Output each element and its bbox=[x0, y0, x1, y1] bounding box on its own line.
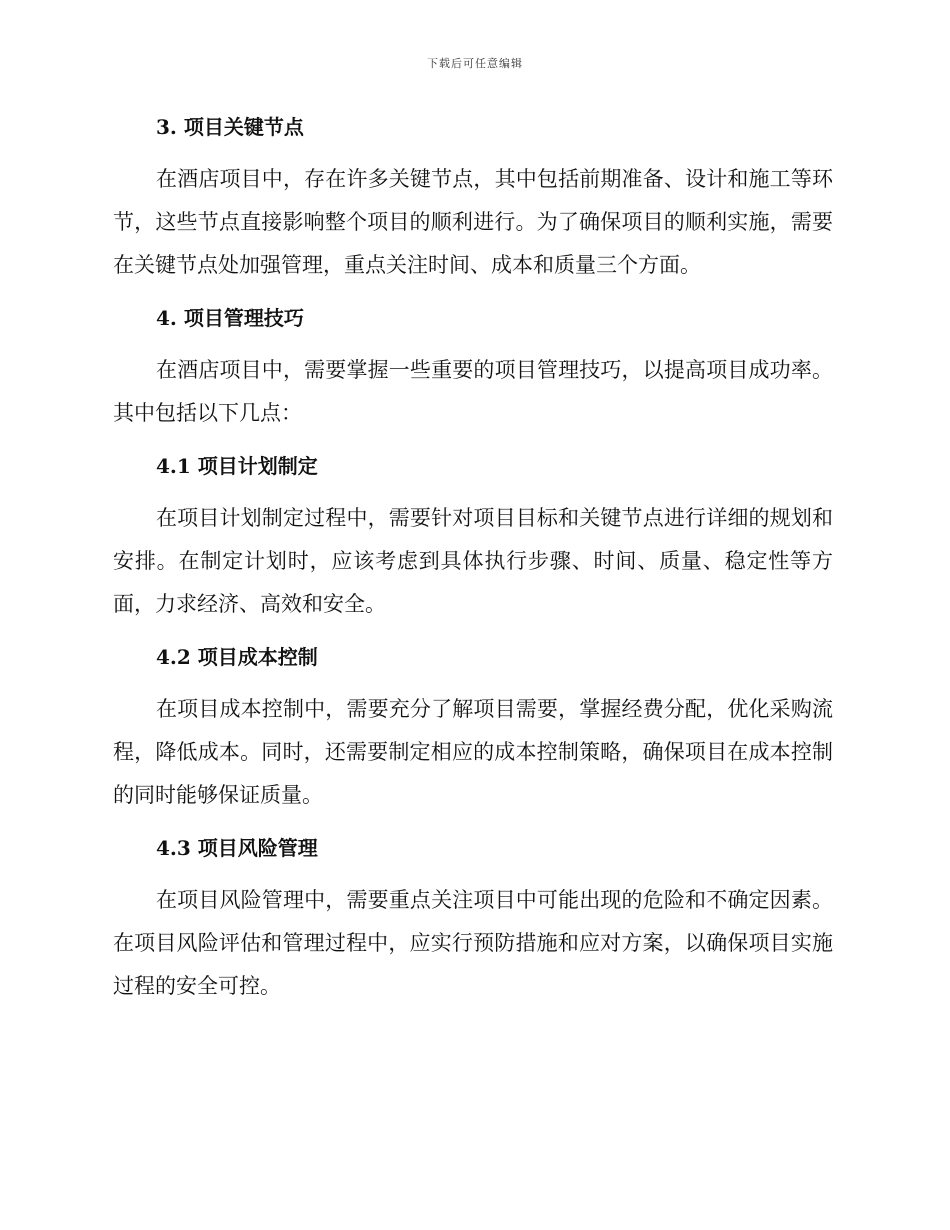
section-paragraph-4-3: 在项目风险管理中，需要重点关注项目中可能出现的危险和不确定因素。在项目风险评估和管理过程中，应实行预防措施和应对方案，以确保项目实施过程的安全可控。 bbox=[113, 888, 833, 998]
section-heading-4-1: 4.1 项目计划制定 bbox=[156, 454, 318, 478]
section-paragraph-4-1: 在项目计划制定过程中，需要针对项目目标和关键节点进行详细的规划和安排。在制定计划时，应该考虑到具体执行步骤、时间、质量、稳定性等方面，力求经济、高效和安全。 bbox=[113, 506, 833, 616]
section-heading-3: 3. 项目关键节点 bbox=[156, 115, 304, 139]
section-heading-4-3: 4.3 项目风险管理 bbox=[156, 836, 318, 860]
section-paragraph-3: 在酒店项目中，存在许多关键节点，其中包括前期准备、设计和施工等环节，这些节点直接影响整个项目的顺利进行。为了确保项目的顺利实施，需要在关键节点处加强管理，重点关注时间、成本和质量三个方面。 bbox=[113, 167, 833, 277]
section-heading-4: 4. 项目管理技巧 bbox=[156, 306, 304, 330]
section-paragraph-4: 在酒店项目中，需要掌握一些重要的项目管理技巧，以提高项目成功率。其中包括以下几点： bbox=[113, 358, 833, 425]
section-paragraph-4-2: 在项目成本控制中，需要充分了解项目需要，掌握经费分配，优化采购流程，降低成本。同时，还需要制定相应的成本控制策略，确保项目在成本控制的同时能够保证质量。 bbox=[113, 697, 833, 807]
document-body bbox=[113, 110, 833, 1008]
header-note: 下载后可任意编辑 bbox=[427, 57, 523, 70]
section-heading-4-2: 4.2 项目成本控制 bbox=[156, 645, 318, 669]
